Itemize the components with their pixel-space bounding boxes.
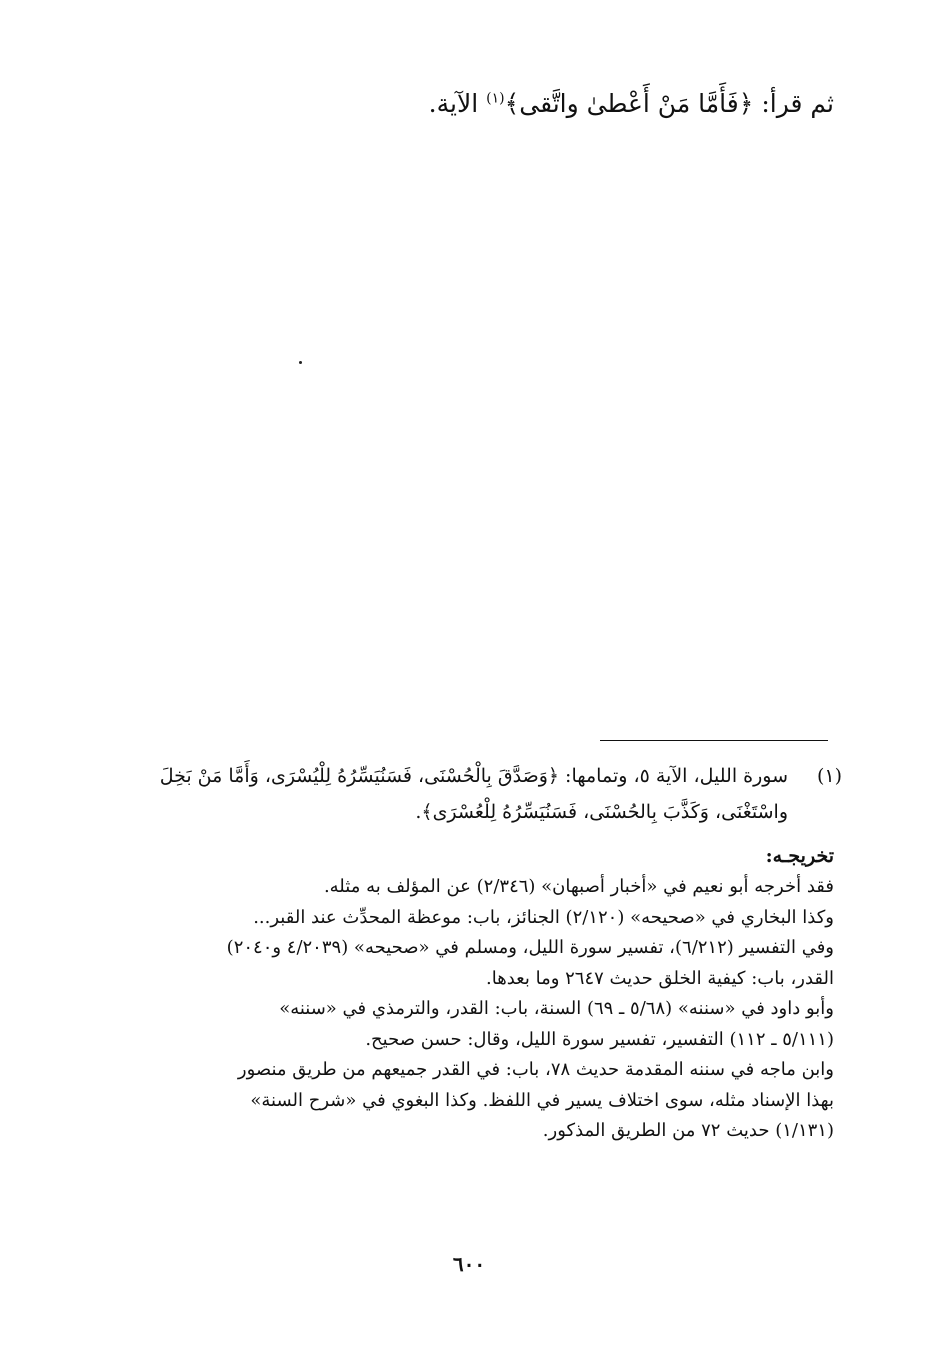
footnotes-section bbox=[126, 758, 842, 1147]
takhrij-line: وكذا البخاري في «صحيحه» (٢/١٢٠) الجنائز، باب: موعظة المحدِّث عند القبر... bbox=[253, 906, 834, 928]
takhrij-heading: تخريجـه: bbox=[765, 845, 834, 867]
takhrij-line: وفي التفسير (٦/٢١٢)، تفسير سورة الليل، ومسلم في «صحيحه» (٤/٢٠٣٩ و٢٠٤٠) bbox=[226, 937, 834, 958]
takhrij-line: وابن ماجه في سننه المقدمة حديث ٧٨، باب: في القدر جميعهم من طريق منصور bbox=[237, 1059, 834, 1080]
footnote-line: واسْتَغْنَى، وَكَذَّبَ بِالحُسْنَى، فَسَنُيَسِّرُهُ لِلْعُسْرَى﴾. bbox=[415, 801, 788, 823]
main-text: ثم قرأ: ﴿فَأَمَّا مَنْ أَعْطىٰ واتَّقى﴾ bbox=[504, 89, 834, 118]
footnote-line: سورة الليل، الآية ٥، وتمامها: ﴿وَصَدَّقَ بِالْحُسْنَى، فَسَنُيَسِّرُهُ لِلْيُسْرَى، وَأَمَّا مَنْ بَخِلَ bbox=[159, 765, 788, 787]
ink-speck bbox=[299, 361, 302, 364]
page-number: ٦٠٠ bbox=[452, 1252, 486, 1276]
footnote-reference: (١) bbox=[486, 90, 505, 107]
main-text-line bbox=[114, 84, 834, 124]
takhrij-line: وأبو داود في «سننه» (٥/٦٨ ـ ٦٩) السنة، باب: القدر، والترمذي في «سننه» bbox=[279, 998, 834, 1019]
footnote-number: (١) bbox=[816, 765, 842, 787]
footnote-separator bbox=[600, 740, 828, 741]
takhrij-line: فقد أخرجه أبو نعيم في «أخبار أصبهان» (٢/٣٤٦) عن المؤلف به مثله. bbox=[323, 876, 834, 897]
main-text-end: الآية. bbox=[428, 89, 487, 118]
footnote-entry bbox=[126, 758, 842, 830]
takhrij-line: (٥/١١١ ـ ١١٢) التفسير، تفسير سورة الليل، وقال: حسن صحيح. bbox=[365, 1028, 834, 1050]
takhrij-line: بهذا الإسناد مثله، سوى اختلاف يسير في اللفظ. وكذا البغوي في «شرح السنة» bbox=[250, 1089, 834, 1111]
takhrij-section bbox=[126, 840, 834, 1147]
takhrij-line: (١/١٣١) حديث ٧٢ من الطريق المذكور. bbox=[542, 1120, 834, 1141]
takhrij-line: القدر، باب: كيفية الخلق حديث ٢٦٤٧ وما بعدها. bbox=[486, 967, 834, 989]
